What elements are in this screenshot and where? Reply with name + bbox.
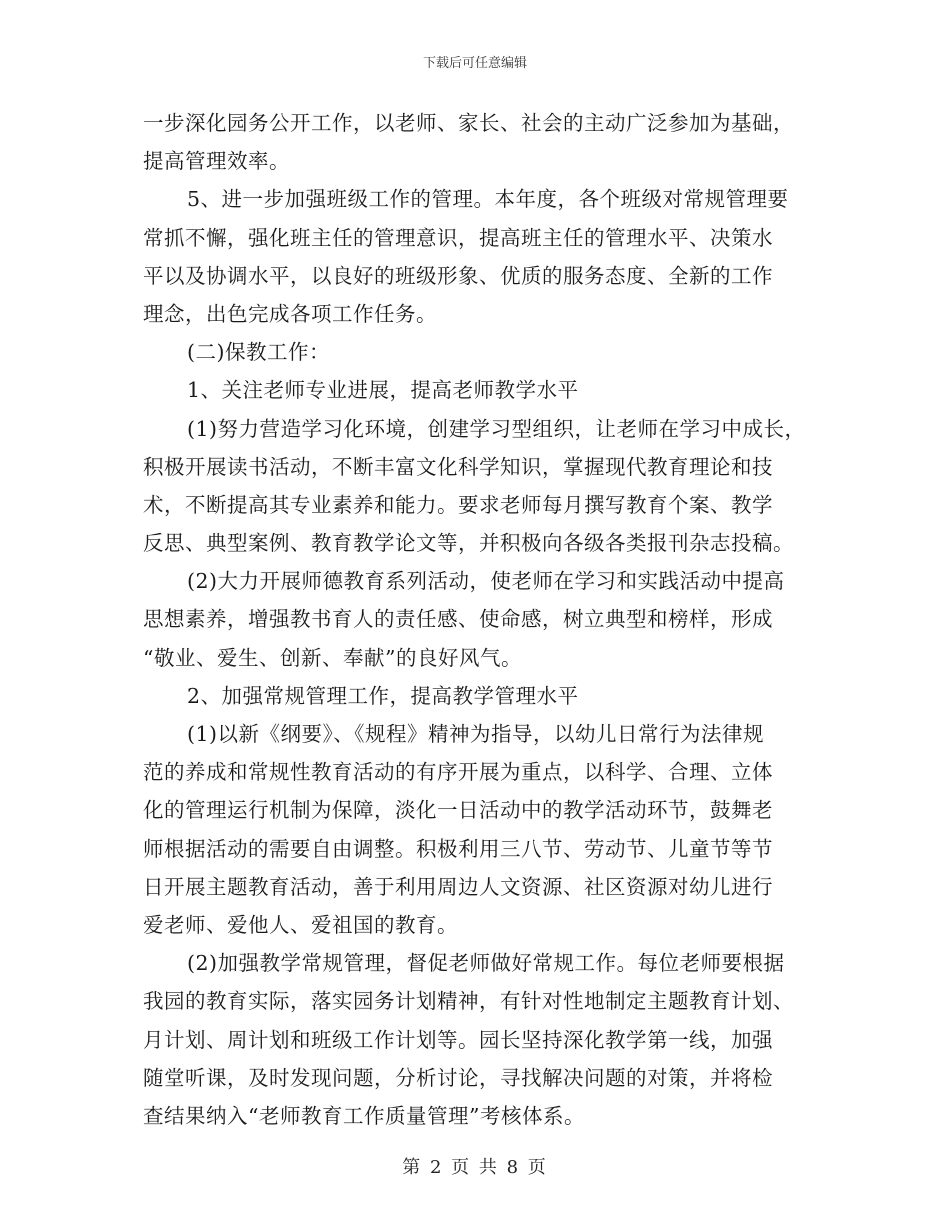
paragraph-line: 随堂听课，及时发现问题，分析讨论，寻找解决问题的对策，并将检 [143, 1065, 773, 1090]
paragraph-line: 常抓不懈，强化班主任的管理意识，提高班主任的管理水平、决策水 [143, 225, 773, 250]
paragraph-line: 我园的教育实际，落实园务计划精神，有针对性地制定主题教育计划、 [143, 989, 794, 1014]
paragraph-line: 爱老师、爱他人、爱祖国的教育。 [143, 912, 458, 937]
paragraph-line: 查结果纳入“老师教育工作质量管理”考核体系。 [143, 1103, 585, 1128]
paragraph-line: 日开展主题教育活动，善于利用周边人文资源、社区资源对幼儿进行 [143, 874, 773, 899]
paragraph-line: 术，不断提高其专业素养和能力。要求老师每月撰写教育个案、教学 [143, 492, 773, 517]
paragraph-line: 提高管理效率。 [143, 149, 290, 174]
page-footer: 第 2 页 共 8 页 [402, 1157, 548, 1178]
subsection-heading: 2、加强常规管理工作，提高教学管理水平 [187, 683, 579, 708]
paragraph-line: 师根据活动的需要自由调整。积极利用三八节、劳动节、儿童节等节 [143, 836, 773, 861]
paragraph-line: 月计划、周计划和班级工作计划等。园长坚持深化教学第一线，加强 [143, 1027, 773, 1052]
paragraph-line: 化的管理运行机制为保障，淡化一日活动中的教学活动环节，鼓舞老 [143, 798, 773, 823]
subsection-heading: 1、关注老师专业进展，提高老师教学水平 [187, 378, 579, 403]
paragraph-line: (1)以新《纲要》、《规程》精神为指导，以幼儿日常行为法律规 [187, 722, 765, 746]
paragraph-line: 思想素养，增强教书育人的责任感、使命感，树立典型和榜样，形成 [143, 607, 773, 632]
paragraph-line: 5、进一步加强班级工作的管理。本年度，各个班级对常规管理要 [187, 187, 789, 212]
paragraph-line: 一步深化园务公开工作，以老师、家长、社会的主动广泛参加为基础， [143, 111, 794, 135]
paragraph-line: 平以及协调水平，以良好的班级形象、优质的服务态度、全新的工作 [143, 263, 773, 288]
page-header: 下载后可任意编辑 [422, 56, 527, 71]
paragraph-line: 理念，出色完成各项工作任务。 [143, 301, 437, 326]
document-body [143, 104, 823, 1135]
paragraph-line: 反思、典型案例、教育教学论文等，并积极向各级各类报刊杂志投稿。 [143, 531, 794, 556]
paragraph-line: (2)加强教学常规管理，督促老师做好常规工作。每位老师要根据 [187, 951, 785, 976]
paragraph-line: “敬业、爱生、创新、奉献”的良好风气。 [143, 645, 522, 670]
paragraph-line: 积极开展读书活动，不断丰富文化科学知识，掌握现代教育理论和技 [143, 454, 773, 479]
paragraph-line: 范的养成和常规性教育活动的有序开展为重点，以科学、合理、立体 [143, 760, 773, 785]
paragraph-line: (2)大力开展师德教育系列活动，使老师在学习和实践活动中提高 [187, 569, 785, 594]
section-heading: (二)保教工作： [187, 340, 330, 365]
paragraph-line: (1)努力营造学习化环境，创建学习型组织，让老师在学习中成长， [187, 416, 806, 441]
